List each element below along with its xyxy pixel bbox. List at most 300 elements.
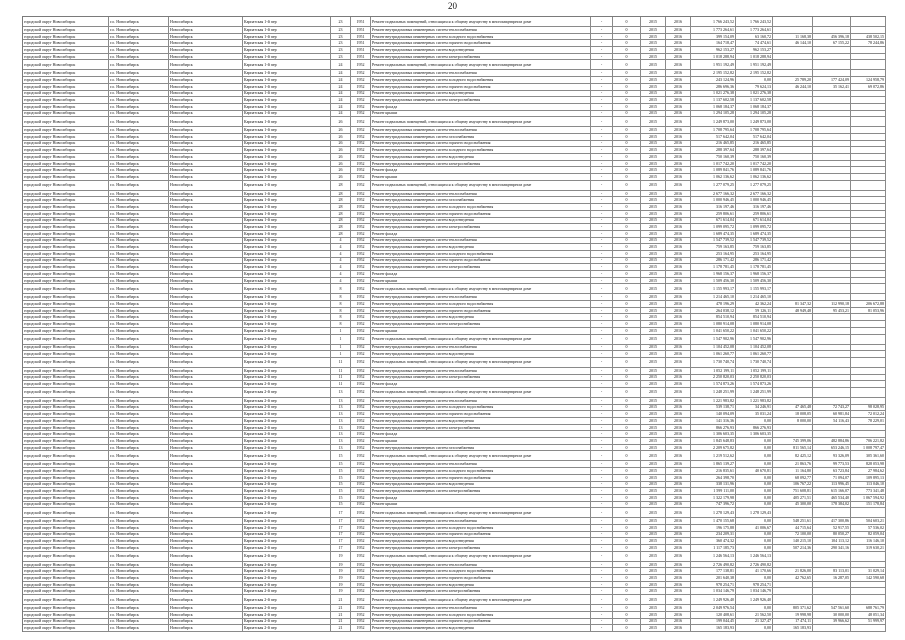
cell-year-from: 2015: [641, 552, 666, 562]
cell-amount: 1 248 251,99: [691, 388, 736, 398]
cell-district: городской округ Новосибирск: [23, 97, 109, 104]
cell-year-built: 1952: [351, 218, 371, 225]
cell-year-built: 1952: [351, 438, 371, 445]
cell-amount: [851, 345, 886, 352]
cell-zero: 0: [613, 328, 641, 335]
cell-work-type: Ремонт внутридомовых инженерных систем теплоснабжения: [371, 27, 591, 34]
cell-amount: 286 171,42: [691, 258, 736, 265]
table-row: [23, 605, 886, 612]
cell-house-number: 23: [331, 17, 351, 27]
cell-year-built: 1952: [351, 508, 371, 518]
cell-street: Карпатская 1-й пер: [243, 154, 331, 161]
cell-amount: [773, 508, 813, 518]
cell-zero: 0: [613, 488, 641, 495]
cell-dash: -: [591, 552, 613, 562]
cell-dash: -: [591, 34, 613, 41]
cell-district: городской округ Новосибирск: [23, 211, 109, 218]
cell-street: Карпатская 2-й пер: [243, 445, 331, 452]
cell-city: Новосибирск: [169, 251, 243, 258]
cell-amount: [851, 134, 886, 141]
cell-zero: 0: [613, 405, 641, 412]
cell-work-type: Ремонт внутридомовых инженерных систем теплоснабжения: [371, 398, 591, 405]
cell-zero: 0: [613, 562, 641, 569]
table-row: [23, 375, 886, 382]
cell-amount: [773, 97, 813, 104]
cell-house-number: 15: [331, 461, 351, 468]
cell-zero: 0: [613, 231, 641, 238]
cell-work-type: Ремонт подвальных помещений, относящихся к общему имуществу в многоквартирном доме: [371, 181, 591, 191]
cell-district: городской округ Новосибирск: [23, 127, 109, 134]
cell-dash: -: [591, 438, 613, 445]
cell-year-from: 2015: [641, 612, 666, 619]
cell-year-from: 2015: [641, 595, 666, 605]
cell-amount: 507 214,36: [773, 545, 813, 552]
cell-dash: -: [591, 328, 613, 335]
cell-house-number: 8: [331, 321, 351, 328]
cell-year-built: 1952: [351, 568, 371, 575]
cell-zero: 0: [613, 475, 641, 482]
cell-year-to: 2016: [666, 425, 691, 432]
cell-amount: 21 562,50: [736, 612, 773, 619]
cell-year-to: 2016: [666, 204, 691, 211]
cell-municipality: г.о. Новосибирск: [109, 445, 169, 452]
cell-district: городской округ Новосибирск: [23, 438, 109, 445]
cell-year-built: 1952: [351, 154, 371, 161]
cell-house-number: 13: [331, 445, 351, 452]
cell-amount: 106 767,22: [773, 482, 813, 489]
cell-amount: 1 137 602,58: [691, 97, 736, 104]
cell-amount: [773, 425, 813, 432]
cell-amount: [813, 258, 851, 265]
cell-dash: -: [591, 425, 613, 432]
cell-amount: [851, 17, 886, 27]
cell-municipality: г.о. Новосибирск: [109, 54, 169, 61]
cell-amount: [851, 595, 886, 605]
cell-amount: 1 278 129,43: [736, 508, 773, 518]
cell-year-built: 1952: [351, 425, 371, 432]
cell-district: городской округ Новосибирск: [23, 321, 109, 328]
cell-work-type: Ремонт внутридомовых инженерных систем горячего водоснабжения: [371, 532, 591, 539]
cell-district: городской округ Новосибирск: [23, 34, 109, 41]
cell-year-to: 2016: [666, 595, 691, 605]
cell-amount: 1 306 603,35: [736, 431, 773, 438]
cell-house-number: 21: [331, 605, 351, 612]
cell-zero: 0: [613, 141, 641, 148]
cell-dash: -: [591, 278, 613, 285]
cell-year-to: 2016: [666, 27, 691, 34]
cell-amount: [813, 582, 851, 589]
cell-zero: 0: [613, 161, 641, 168]
cell-street: Карпатская 1-й пер: [243, 34, 331, 41]
cell-city: Новосибирск: [169, 308, 243, 315]
cell-municipality: г.о. Новосибирск: [109, 345, 169, 352]
cell-year-to: 2016: [666, 17, 691, 27]
cell-year-built: 1951: [351, 34, 371, 41]
cell-amount: 1 547 902,96: [691, 335, 736, 345]
cell-municipality: г.о. Новосибирск: [109, 278, 169, 285]
table-row: [23, 244, 886, 251]
cell-city: Новосибирск: [169, 147, 243, 154]
cell-amount: 1 766 243,52: [736, 17, 773, 27]
cell-house-number: 15: [331, 451, 351, 461]
cell-street: Карпатская 1-й пер: [243, 211, 331, 218]
cell-amount: 319 630,21: [851, 545, 886, 552]
cell-house-number: 24: [331, 77, 351, 84]
cell-zero: 0: [613, 294, 641, 301]
cell-work-type: Ремонт внутридомовых инженерных систем электроснабжения: [371, 488, 591, 495]
cell-work-type: Ремонт крыши: [371, 111, 591, 118]
cell-house-number: 13: [331, 405, 351, 412]
cell-city: Новосибирск: [169, 211, 243, 218]
cell-city: Новосибирск: [169, 451, 243, 461]
cell-house-number: 8: [331, 284, 351, 294]
cell-amount: 18 008,05: [773, 411, 813, 418]
cell-amount: 0,00: [736, 488, 773, 495]
table-row: [23, 502, 886, 509]
cell-district: городской округ Новосибирск: [23, 425, 109, 432]
cell-amount: 866 276,93: [736, 425, 773, 432]
cell-city: Новосибирск: [169, 181, 243, 191]
cell-street: Карпатская 1-й пер: [243, 244, 331, 251]
cell-zero: 0: [613, 167, 641, 174]
cell-amount: [851, 161, 886, 168]
cell-amount: [773, 91, 813, 98]
table-row: [23, 508, 886, 518]
cell-year-from: 2015: [641, 174, 666, 181]
cell-amount: [813, 111, 851, 118]
cell-district: городской округ Новосибирск: [23, 445, 109, 452]
cell-amount: 750 160,39: [736, 154, 773, 161]
cell-street: Карпатская 1-й пер: [243, 47, 331, 54]
cell-house-number: 26: [331, 117, 351, 127]
cell-amount: 1 178 781,45: [736, 264, 773, 271]
cell-district: городской округ Новосибирск: [23, 191, 109, 198]
cell-amount: 1 766 243,52: [691, 17, 736, 27]
cell-dash: -: [591, 27, 613, 34]
cell-amount: 1 068 184,37: [691, 104, 736, 111]
cell-house-number: 17: [331, 508, 351, 518]
cell-amount: [773, 328, 813, 335]
cell-amount: 0,00: [736, 625, 773, 632]
cell-street: Карпатская 2-й пер: [243, 375, 331, 382]
cell-year-from: 2015: [641, 418, 666, 425]
cell-work-type: Ремонт внутридомовых инженерных систем холодного водоснабжения: [371, 468, 591, 475]
cell-house-number: 1: [331, 345, 351, 352]
cell-district: городской округ Новосибирск: [23, 258, 109, 265]
cell-house-number: 23: [331, 54, 351, 61]
cell-city: Новосибирск: [169, 612, 243, 619]
cell-year-from: 2015: [641, 482, 666, 489]
cell-amount: 1 599 111,00: [691, 488, 736, 495]
cell-amount: [773, 375, 813, 382]
cell-year-to: 2016: [666, 47, 691, 54]
cell-amount: [851, 27, 886, 34]
cell-year-from: 2015: [641, 328, 666, 335]
cell-zero: 0: [613, 612, 641, 619]
cell-street: Карпатская 2-й пер: [243, 605, 331, 612]
cell-city: Новосибирск: [169, 445, 243, 452]
cell-work-type: Ремонт внутридомовых инженерных систем газоснабжения: [371, 134, 591, 141]
cell-year-from: 2015: [641, 575, 666, 582]
cell-year-from: 2015: [641, 204, 666, 211]
cell-municipality: г.о. Новосибирск: [109, 27, 169, 34]
cell-amount: [813, 588, 851, 595]
cell-year-built: 1952: [351, 70, 371, 77]
cell-zero: 0: [613, 619, 641, 626]
cell-amount: [773, 271, 813, 278]
cell-year-built: 1952: [351, 238, 371, 245]
cell-municipality: г.о. Новосибирск: [109, 301, 169, 308]
cell-amount: [773, 47, 813, 54]
cell-city: Новосибирск: [169, 321, 243, 328]
cell-amount: 1 278 129,43: [691, 508, 736, 518]
cell-amount: [813, 431, 851, 438]
cell-amount: 19 998,98: [773, 612, 813, 619]
cell-amount: [813, 625, 851, 632]
cell-amount: [773, 368, 813, 375]
cell-house-number: 26: [331, 174, 351, 181]
cell-year-to: 2016: [666, 451, 691, 461]
cell-city: Новосибирск: [169, 411, 243, 418]
cell-street: Карпатская 2-й пер: [243, 495, 331, 502]
cell-city: Новосибирск: [169, 345, 243, 352]
cell-house-number: 21: [331, 612, 351, 619]
table-row: [23, 211, 886, 218]
cell-dash: -: [591, 375, 613, 382]
cell-year-built: 1952: [351, 91, 371, 98]
cell-amount: [813, 388, 851, 398]
cell-amount: 0,00: [736, 495, 773, 502]
cell-work-type: Ремонт крыши: [371, 174, 591, 181]
table-row: [23, 27, 886, 34]
cell-amount: 1 000 946,45: [736, 197, 773, 204]
cell-city: Новосибирск: [169, 532, 243, 539]
cell-year-built: 1952: [351, 77, 371, 84]
cell-amount: [813, 104, 851, 111]
cell-year-to: 2016: [666, 431, 691, 438]
cell-street: Карпатская 1-й пер: [243, 264, 331, 271]
cell-dash: -: [591, 161, 613, 168]
cell-work-type: Ремонт внутридомовых инженерных систем водоотведения: [371, 625, 591, 632]
cell-city: Новосибирск: [169, 381, 243, 388]
cell-street: Карпатская 1-й пер: [243, 251, 331, 258]
cell-amount: 1 155 993,17: [736, 284, 773, 294]
cell-city: Новосибирск: [169, 134, 243, 141]
cell-year-from: 2015: [641, 438, 666, 445]
cell-work-type: Ремонт внутридомовых инженерных систем теплоснабжения: [371, 368, 591, 375]
cell-amount: 360 474,32: [691, 538, 736, 545]
table-row: [23, 368, 886, 375]
cell-zero: 0: [613, 381, 641, 388]
cell-year-to: 2016: [666, 244, 691, 251]
cell-year-built: 1952: [351, 84, 371, 91]
cell-amount: 1 294 105,28: [691, 111, 736, 118]
cell-year-from: 2015: [641, 461, 666, 468]
cell-amount: 35 162,41: [813, 84, 851, 91]
cell-amount: [851, 231, 886, 238]
table-row: [23, 127, 886, 134]
cell-street: Карпатская 2-й пер: [243, 368, 331, 375]
cell-work-type: Ремонт внутридомовых инженерных систем газоснабжения: [371, 197, 591, 204]
cell-year-built: 1952: [351, 482, 371, 489]
cell-amount: 78 244,86: [851, 40, 886, 47]
cell-district: городской округ Новосибирск: [23, 284, 109, 294]
cell-house-number: 23: [331, 47, 351, 54]
cell-amount: [813, 294, 851, 301]
cell-year-to: 2016: [666, 612, 691, 619]
cell-work-type: Ремонт подвальных помещений, относящихся к общему имуществу в многоквартирном доме: [371, 358, 591, 368]
cell-amount: 1 249 873,00: [691, 117, 736, 127]
cell-amount: [851, 127, 886, 134]
cell-work-type: Ремонт крыши: [371, 438, 591, 445]
table-row: [23, 54, 886, 61]
cell-district: городской округ Новосибирск: [23, 204, 109, 211]
cell-amount: 47 465,48: [773, 405, 813, 412]
cell-amount: 811 565,14: [773, 445, 813, 452]
cell-zero: 0: [613, 224, 641, 231]
cell-year-from: 2015: [641, 264, 666, 271]
cell-amount: 0,00: [736, 538, 773, 545]
cell-year-from: 2015: [641, 91, 666, 98]
cell-year-built: 1952: [351, 431, 371, 438]
cell-amount: 253 164,95: [691, 251, 736, 258]
cell-street: Карпатская 1-й пер: [243, 271, 331, 278]
cell-street: Карпатская 2-й пер: [243, 518, 331, 525]
cell-amount: [773, 161, 813, 168]
cell-zero: 0: [613, 174, 641, 181]
cell-zero: 0: [613, 218, 641, 225]
table-row: [23, 167, 886, 174]
cell-amount: [773, 284, 813, 294]
cell-year-built: 1952: [351, 475, 371, 482]
cell-amount: [813, 70, 851, 77]
cell-amount: [851, 351, 886, 358]
cell-zero: 0: [613, 127, 641, 134]
cell-amount: 2 195 152,82: [691, 70, 736, 77]
cell-city: Новосибирск: [169, 60, 243, 70]
table-row: [23, 278, 886, 285]
cell-amount: 2 677 166,32: [736, 191, 773, 198]
table-row: [23, 451, 886, 461]
cell-zero: 0: [613, 351, 641, 358]
cell-district: городской округ Новосибирск: [23, 518, 109, 525]
cell-dash: -: [591, 181, 613, 191]
cell-street: Карпатская 1-й пер: [243, 161, 331, 168]
cell-amount: [813, 27, 851, 34]
cell-house-number: 26: [331, 161, 351, 168]
cell-amount: 16 287,05: [813, 575, 851, 582]
cell-municipality: г.о. Новосибирск: [109, 134, 169, 141]
cell-amount: [813, 508, 851, 518]
cell-year-from: 2015: [641, 301, 666, 308]
cell-street: Карпатская 2-й пер: [243, 438, 331, 445]
cell-zero: 0: [613, 147, 641, 154]
cell-house-number: 24: [331, 70, 351, 77]
cell-amount: 854 510,94: [691, 314, 736, 321]
cell-dash: -: [591, 284, 613, 294]
cell-dash: -: [591, 251, 613, 258]
cell-year-from: 2015: [641, 431, 666, 438]
cell-year-from: 2015: [641, 475, 666, 482]
cell-year-to: 2016: [666, 294, 691, 301]
cell-amount: 759 163,85: [691, 244, 736, 251]
cell-work-type: Ремонт крыши: [371, 502, 591, 509]
cell-district: городской округ Новосибирск: [23, 27, 109, 34]
cell-amount: [851, 104, 886, 111]
cell-house-number: 17: [331, 532, 351, 539]
cell-street: Карпатская 2-й пер: [243, 582, 331, 589]
cell-year-built: 1951: [351, 40, 371, 47]
cell-year-built: 1951: [351, 27, 371, 34]
cell-zero: 0: [613, 532, 641, 539]
cell-zero: 0: [613, 40, 641, 47]
cell-amount: [851, 398, 886, 405]
cell-amount: 68 092,77: [773, 475, 813, 482]
cell-city: Новосибирск: [169, 568, 243, 575]
cell-street: Карпатская 2-й пер: [243, 405, 331, 412]
cell-year-built: 1951: [351, 17, 371, 27]
cell-municipality: г.о. Новосибирск: [109, 251, 169, 258]
cell-work-type: Ремонт фасада: [371, 167, 591, 174]
cell-zero: 0: [613, 271, 641, 278]
cell-zero: 0: [613, 238, 641, 245]
cell-amount: 1 214 465,10: [736, 294, 773, 301]
cell-city: Новосибирск: [169, 224, 243, 231]
cell-amount: 1 730 740,74: [691, 358, 736, 368]
cell-year-built: 1952: [351, 525, 371, 532]
cell-district: городской округ Новосибирск: [23, 381, 109, 388]
cell-amount: 1 080 914,08: [736, 321, 773, 328]
cell-amount: [851, 294, 886, 301]
cell-amount: 177 138,81: [691, 568, 736, 575]
cell-municipality: г.о. Новосибирск: [109, 508, 169, 518]
cell-amount: [813, 147, 851, 154]
cell-street: Карпатская 2-й пер: [243, 425, 331, 432]
cell-amount: 1 509 456,30: [736, 278, 773, 285]
table-row: [23, 154, 886, 161]
cell-amount: [813, 91, 851, 98]
cell-year-to: 2016: [666, 224, 691, 231]
cell-amount: [773, 238, 813, 245]
cell-amount: [773, 231, 813, 238]
cell-year-built: 1952: [351, 301, 371, 308]
cell-year-from: 2015: [641, 161, 666, 168]
cell-zero: 0: [613, 27, 641, 34]
cell-work-type: Ремонт внутридомовых инженерных систем теплоснабжения: [371, 70, 591, 77]
cell-zero: 0: [613, 605, 641, 612]
cell-municipality: г.о. Новосибирск: [109, 351, 169, 358]
cell-year-built: 1952: [351, 127, 371, 134]
cell-work-type: Ремонт внутридомовых инженерных систем теплоснабжения: [371, 605, 591, 612]
cell-amount: [813, 97, 851, 104]
cell-amount: [851, 218, 886, 225]
cell-amount: [813, 351, 851, 358]
cell-city: Новосибирск: [169, 191, 243, 198]
cell-amount: 48 051,34: [851, 612, 886, 619]
cell-amount: [773, 562, 813, 569]
cell-amount: 0,00: [736, 445, 773, 452]
cell-dash: -: [591, 488, 613, 495]
cell-house-number: 8: [331, 308, 351, 315]
cell-year-built: 1952: [351, 174, 371, 181]
cell-year-from: 2015: [641, 141, 666, 148]
cell-street: Карпатская 1-й пер: [243, 77, 331, 84]
cell-dash: -: [591, 134, 613, 141]
cell-street: Карпатская 1-й пер: [243, 60, 331, 70]
cell-city: Новосибирск: [169, 388, 243, 398]
cell-zero: 0: [613, 438, 641, 445]
cell-amount: 40 670,81: [736, 468, 773, 475]
